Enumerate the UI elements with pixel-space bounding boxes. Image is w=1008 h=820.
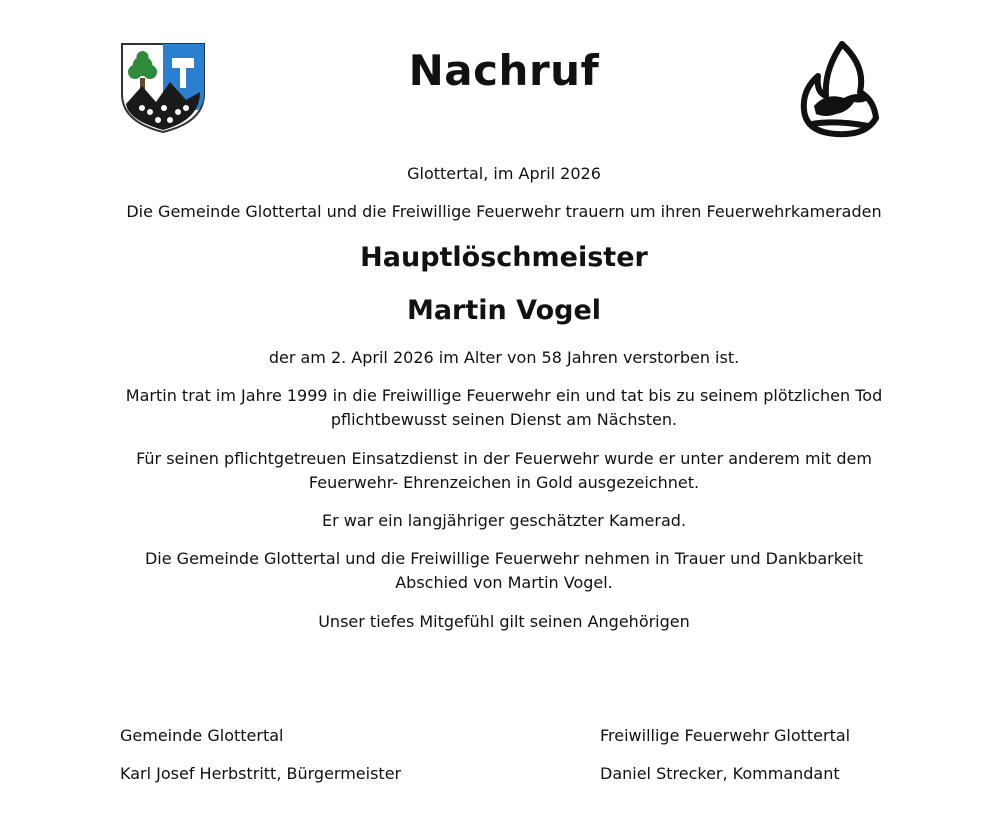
signature-left-person: Karl Josef Herbstritt, Bürgermeister bbox=[120, 764, 402, 783]
flame-lion-icon bbox=[796, 40, 888, 138]
paragraph-service-line1: Martin trat im Jahre 1999 in die Freiwillige Feuerwehr ein und tat bis zu seinem plötzlichen Tod bbox=[125, 386, 883, 405]
paragraph-condolence: Unser tiefes Mitgefühl gilt seinen Angehörigen bbox=[318, 612, 690, 631]
paragraph-award-line2: Feuerwehr- Ehrenzeichen in Gold ausgezeichnet. bbox=[308, 473, 700, 492]
paragraph-farewell-line1: Die Gemeinde Glottertal und die Freiwillige Feuerwehr nehmen in Trauer und Dankbarkeit bbox=[144, 549, 864, 568]
paragraph-comrade: Er war ein langjähriger geschätzter Kamerad. bbox=[321, 511, 687, 530]
intro-text: Die Gemeinde Glottertal und die Freiwillige Feuerwehr trauern um ihren Feuerwehrkameraden bbox=[126, 202, 882, 221]
place-and-date: Glottertal, im April 2026 bbox=[407, 164, 601, 183]
signature-right-org: Freiwillige Feuerwehr Glottertal bbox=[600, 726, 851, 745]
death-notice: der am 2. April 2026 im Alter von 58 Jahren verstorben ist. bbox=[268, 348, 740, 367]
signature-right-person: Daniel Strecker, Kommandant bbox=[600, 764, 840, 783]
signature-left-org: Gemeinde Glottertal bbox=[120, 726, 284, 745]
deceased-name: Martin Vogel bbox=[406, 295, 602, 326]
paragraph-farewell-line2: Abschied von Martin Vogel. bbox=[395, 573, 613, 592]
page-title: Nachruf bbox=[408, 46, 600, 95]
fire-brigade-emblem bbox=[796, 40, 888, 138]
rank-title: Hauptlöschmeister bbox=[360, 242, 648, 273]
paragraph-award-line1: Für seinen pflichtgetreuen Einsatzdienst in der Feuerwehr wurde er unter anderem mit dem bbox=[136, 449, 872, 468]
paragraph-service-line2: pflichtbewusst seinen Dienst am Nächsten. bbox=[330, 410, 678, 429]
